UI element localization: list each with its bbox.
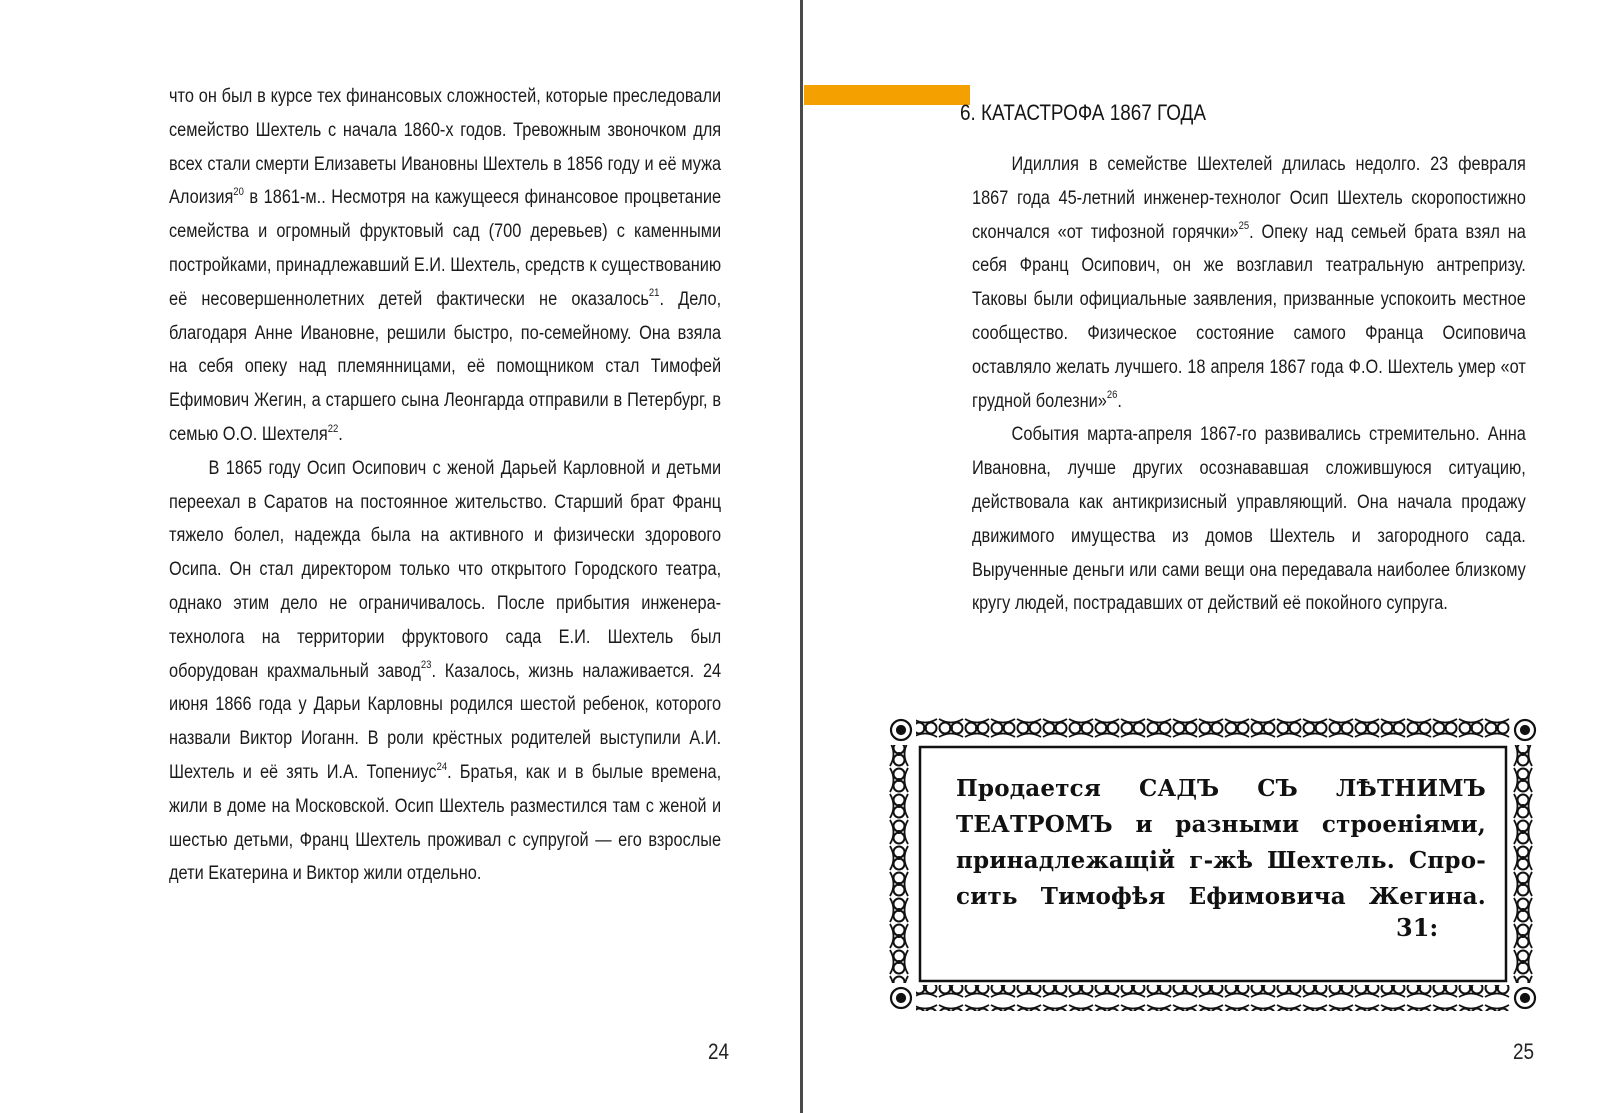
paragraph-text: . xyxy=(1117,390,1122,412)
advertisement-line: ТЕАТРОМЪ и разными строеніями, xyxy=(956,811,1486,838)
footnote-marker[interactable]: 20 xyxy=(233,186,244,199)
advertisement-line: принадлежащій г-жѣ Шехтель. Спро- xyxy=(956,847,1486,874)
footnote-marker[interactable]: 21 xyxy=(648,287,660,300)
book-gutter xyxy=(800,0,803,1113)
heading-accent-bar xyxy=(804,85,970,105)
advertisement-line: Продается САДЪ СЪ ЛѢТНИМЪ xyxy=(956,775,1486,802)
chapter-heading: 6. КАТАСТРОФА 1867 ГОДА xyxy=(960,100,1206,126)
right-page-body xyxy=(972,148,1526,621)
advertisement-code: 31: xyxy=(1396,913,1439,942)
body-paragraph xyxy=(169,452,721,891)
paragraph-text: . Казалось, жизнь налаживается. 24 июня 1866 года у Дарьи Карловны родился шестой ребенок, которого назвали Виктор Иоганн. В роли крёстных родителей выступили А.И. Шехтель и её зять И.А. Топениус xyxy=(169,660,722,783)
advertisement-line: сить Тимофѣя Ефимовича Жегина. xyxy=(956,883,1486,910)
footnote-marker[interactable]: 23 xyxy=(420,659,432,672)
advertisement-text xyxy=(956,771,1486,915)
left-page-body xyxy=(169,80,721,891)
body-paragraph xyxy=(972,418,1526,621)
page-number-right: 25 xyxy=(1513,1039,1535,1064)
footnote-marker[interactable]: 26 xyxy=(1106,389,1118,402)
body-paragraph xyxy=(972,148,1526,418)
newspaper-advertisement xyxy=(886,715,1540,1013)
page-number-left: 24 xyxy=(708,1039,730,1064)
footnote-marker[interactable]: 22 xyxy=(327,422,339,435)
body-paragraph xyxy=(169,80,721,452)
paragraph-text: . Братья, как и в былые времена, жили в доме на Московской. Осип Шехтель разместился там с женой и шестью детьми, Франц Шехтель проживал с супругой — его взрослые дети Екатерина и Виктор жили отдельно. xyxy=(169,761,722,885)
paragraph-text: В 1865 году Осип Осипович с женой Дарьей Карловной и детьми переехал в Саратов на постоянное жительство. Старший брат Франц тяжело болел, надежда была на активного и физически здорового Осипа. Он стал директором только что открытого Городского театра, однако этим дело не ограничивалось. После прибытия инженера-технолога на территории фруктового сада Е.И. Шехтель был оборудован крахмальный завод xyxy=(169,457,722,682)
footnote-marker[interactable]: 25 xyxy=(1238,220,1250,233)
paragraph-text: в 1861-м.. Несмотря на кажущееся финансовое процветание семейства и огромный фруктовый сад (700 деревьев) с каменными постройками, принадлежавший Е.И. Шехтель, средств к существованию её несовершеннолетних детей фактически не оказалось xyxy=(169,187,722,310)
paragraph-text: . Дело, благодаря Анне Ивановне, решили быстро, по-семейному. Она взяла на себя опеку над племянницами, её помощником стал Тимофей Ефимович Жегин, а старшего сына Леонгарда отправили в Петербург, в семью О.О. Шехтеля xyxy=(169,288,722,445)
paragraph-text: . Опеку над семьей брата взял на себя Франц Осипович, он же возглавил театральную антрепризу. Таковы были официальные заявления, призванные успокоить местное сообщество. Физическое состояние самого Франца Осиповича оставляло желать лучшего. 18 апреля 1867 года Ф.О. Шехтель умер «от грудной болезни» xyxy=(972,221,1526,412)
paragraph-text: События марта-апреля 1867-го развивались стремительно. Анна Ивановна, лучше других осознававшая сложившуюся ситуацию, действовала как антикризисный управляющий. Она начала продажу движимого имущества из домов Шехтель и загородного сада. Вырученные деньги или сами вещи она передавала наиболее близкому кругу людей, пострадавших от действий её покойного супруга. xyxy=(972,424,1526,615)
footnote-marker[interactable]: 24 xyxy=(436,760,448,773)
paragraph-text: Идиллия в семействе Шехтелей длилась недолго. 23 февраля 1867 года 45-летний инженер-технолог Осип Шехтель скоропостижно скончался «от тифозной горячки» xyxy=(972,154,1526,243)
paragraph-text: что он был в курсе тех финансовых сложностей, которые преследовали семейство Шехтель с начала 1860-х годов. Тревожным звоночком для всех стали смерти Елизаветы Ивановны Шехтель в 1856 году и её мужа Алоизия xyxy=(169,86,722,209)
paragraph-text: . xyxy=(338,423,343,445)
